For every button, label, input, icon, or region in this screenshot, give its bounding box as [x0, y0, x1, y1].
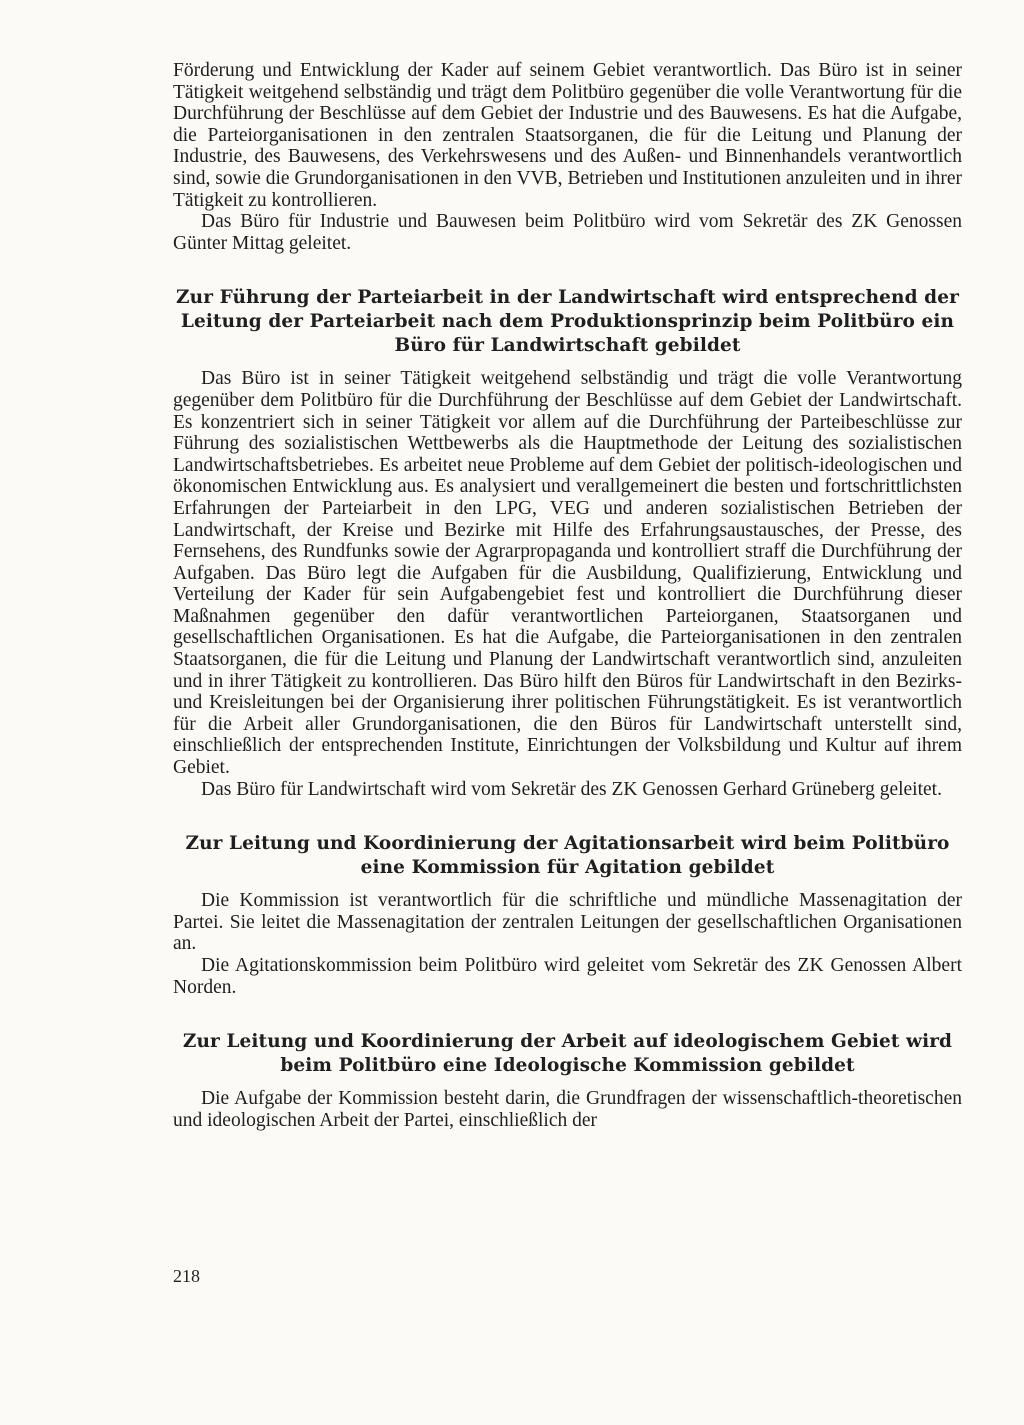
section-heading: Zur Leitung und Koordinierung der Agitationsarbeit wird beim Politbüro eine Kommission für Agitation gebildet	[185, 833, 950, 879]
section-paragraph: Die Agitationskommission beim Politbüro wird geleitet vom Sekretär des ZK Genossen Albert Norden.	[173, 955, 962, 998]
section-paragraph: Die Kommission ist verantwortlich für die schriftliche und mündliche Massenagitation der Partei. Sie leitet die Massenagitation der zentralen Leitungen der gesellschaftlichen Organisationen an.	[173, 890, 962, 955]
intro-block	[173, 60, 962, 254]
section-ideologie	[173, 1030, 962, 1131]
intro-paragraph-1: Förderung und Entwicklung der Kader auf seinem Gebiet verantwortlich. Das Büro ist in seiner Tätigkeit weitgehend selbständig und trägt dem Politbüro gegenüber die volle Verantwortung für die Durchführung der Beschlüsse auf dem Gebiet der Industrie und des Bauwesens. Es hat die Aufgabe, die Parteiorganisationen in den zentralen Staatsorganen, die für die Leitung und Planung der Industrie, des Bauwesens, des Verkehrswesens und des Außen- und Binnenhandels verantwortlich sind, sowie die Grundorganisationen in den VVB, Betrieben und Institutionen anzuleiten und in ihrer Tätigkeit zu kontrollieren.	[173, 60, 962, 211]
section-heading: Zur Führung der Parteiarbeit in der Landwirtschaft wird entsprechend der Leitung der Parteiarbeit nach dem Produktionsprinzip beim Politbüro ein Büro für Landwirtschaft gebildet	[176, 287, 959, 357]
section-paragraph: Das Büro für Landwirtschaft wird vom Sekretär des ZK Genossen Gerhard Grüneberg geleitet.	[201, 778, 942, 800]
section-agitation	[173, 832, 962, 998]
section-paragraph: Die Aufgabe der Kommission besteht darin, die Grundfragen der wissenschaftlich-theoretischen und ideologischen Arbeit der Partei, einschließlich der	[173, 1088, 962, 1131]
section-landwirtschaft	[173, 286, 962, 800]
section-paragraph: Das Büro ist in seiner Tätigkeit weitgehend selbständig und trägt die volle Verantwortung gegenüber dem Politbüro für die Durchführung der Beschlüsse auf dem Gebiet der Landwirtschaft. Es konzentriert sich in seiner Tätigkeit vor allem auf die Durchführung der Parteibeschlüsse zur Führung des sozialistischen Wettbewerbs als die Hauptmethode der Leitung des sozialistischen Landwirtschaftsbetriebes. Es arbeitet neue Probleme auf dem Gebiet der politisch-ideologischen und ökonomischen Entwicklung aus. Es analysiert und verallgemeinert die besten und fortschrittlichsten Erfahrungen der Parteiarbeit in den LPG, VEG und anderen sozialistischen Betrieben der Landwirtschaft, der Kreise und Bezirke mit Hilfe des Erfahrungsaustausches, der Presse, des Fernsehens, des Rundfunks sowie der Agrarpropaganda und kontrolliert straff die Durchführung der Aufgaben. Das Büro legt die Aufgaben für die Ausbildung, Qualifizierung, Entwicklung und Verteilung der Kader für sein Aufgabengebiet fest und kontrolliert die Durchführung dieser Maßnahmen gegenüber den dafür verantwortlichen Parteiorganen, Staatsorganen und gesellschaftlichen Organisationen. Es hat die Aufgabe, die Parteiorganisationen in den zentralen Staatsorganen, die für die Leitung und Planung der Landwirtschaft verantwortlich sind, anzuleiten und in ihrer Tätigkeit zu kontrollieren. Das Büro hilft den Büros für Landwirtschaft in den Bezirks- und Kreisleitungen bei der Organisierung ihrer politischen Führungstätigkeit. Es ist verantwortlich für die Arbeit aller Grundorganisationen, die den Büros für Landwirtschaft unterstellt sind, einschließlich der entsprechenden Institute, Einrichtungen der Volksbildung und Kultur auf ihrem Gebiet.	[173, 368, 962, 779]
section-heading: Zur Leitung und Koordinierung der Arbeit auf ideologischem Gebiet wird beim Politbüro eine Ideologische Kommission gebildet	[182, 1031, 953, 1077]
intro-paragraph-2: Das Büro für Industrie und Bauwesen beim Politbüro wird vom Sekretär des ZK Genossen Günter Mittag geleitet.	[173, 211, 962, 254]
page-number: 218	[173, 1266, 200, 1286]
